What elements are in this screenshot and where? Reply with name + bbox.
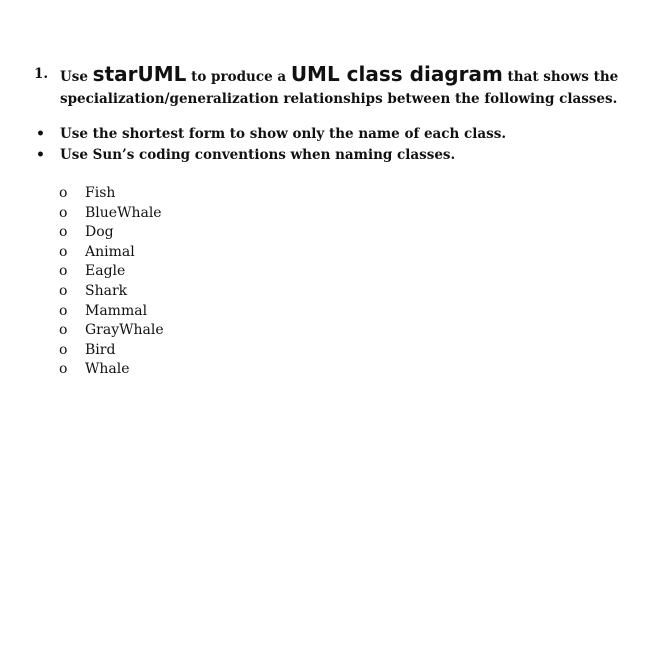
circle-bullet-icon: o [59,243,68,260]
class-name: Bird [85,341,116,358]
class-list-item [59,341,359,361]
bullet-icon: • [36,126,45,142]
class-list-item [59,243,359,263]
circle-bullet-icon: o [59,282,68,299]
class-list-item [59,302,359,322]
circle-bullet-icon: o [59,302,68,319]
instruction-list [34,124,634,166]
question-text [60,63,630,110]
class-name: Animal [85,243,135,260]
class-list-item [59,223,359,243]
question-text-part2: to produce a [191,69,287,85]
tool-name: starUML [92,62,187,86]
class-list-item [59,321,359,341]
question-text-part1: Use [60,69,88,85]
circle-bullet-icon: o [59,341,68,358]
circle-bullet-icon: o [59,263,68,280]
instruction-text: Use Sun’s coding conventions when naming classes. [60,147,456,163]
class-list-item [59,360,359,380]
class-name: Mammal [85,302,148,319]
instruction-item [34,124,634,145]
class-name: Shark [85,282,128,299]
class-list-item [59,282,359,302]
class-name: Fish [85,185,116,201]
class-list-item [59,184,359,204]
class-name: BlueWhale [85,204,162,221]
circle-bullet-icon: o [59,224,68,241]
class-name: Whale [85,361,130,378]
class-list [59,184,359,380]
class-list-item [59,262,359,282]
class-name: GrayWhale [85,322,164,339]
circle-bullet-icon: o [59,361,68,378]
bullet-icon: • [36,147,45,163]
circle-bullet-icon: o [59,185,68,201]
instruction-text: Use the shortest form to show only the name of each class. [60,126,507,142]
question-text-part3: that shows the specialization/generalization relationships between the following classes. [60,69,619,107]
class-name: Dog [85,224,114,241]
class-list-item [59,204,359,224]
circle-bullet-icon: o [59,322,68,339]
class-name: Eagle [85,263,126,280]
diagram-name: UML class diagram [290,62,503,86]
instruction-item [34,145,634,166]
question-number: 1. [34,66,49,82]
circle-bullet-icon: o [59,204,68,221]
